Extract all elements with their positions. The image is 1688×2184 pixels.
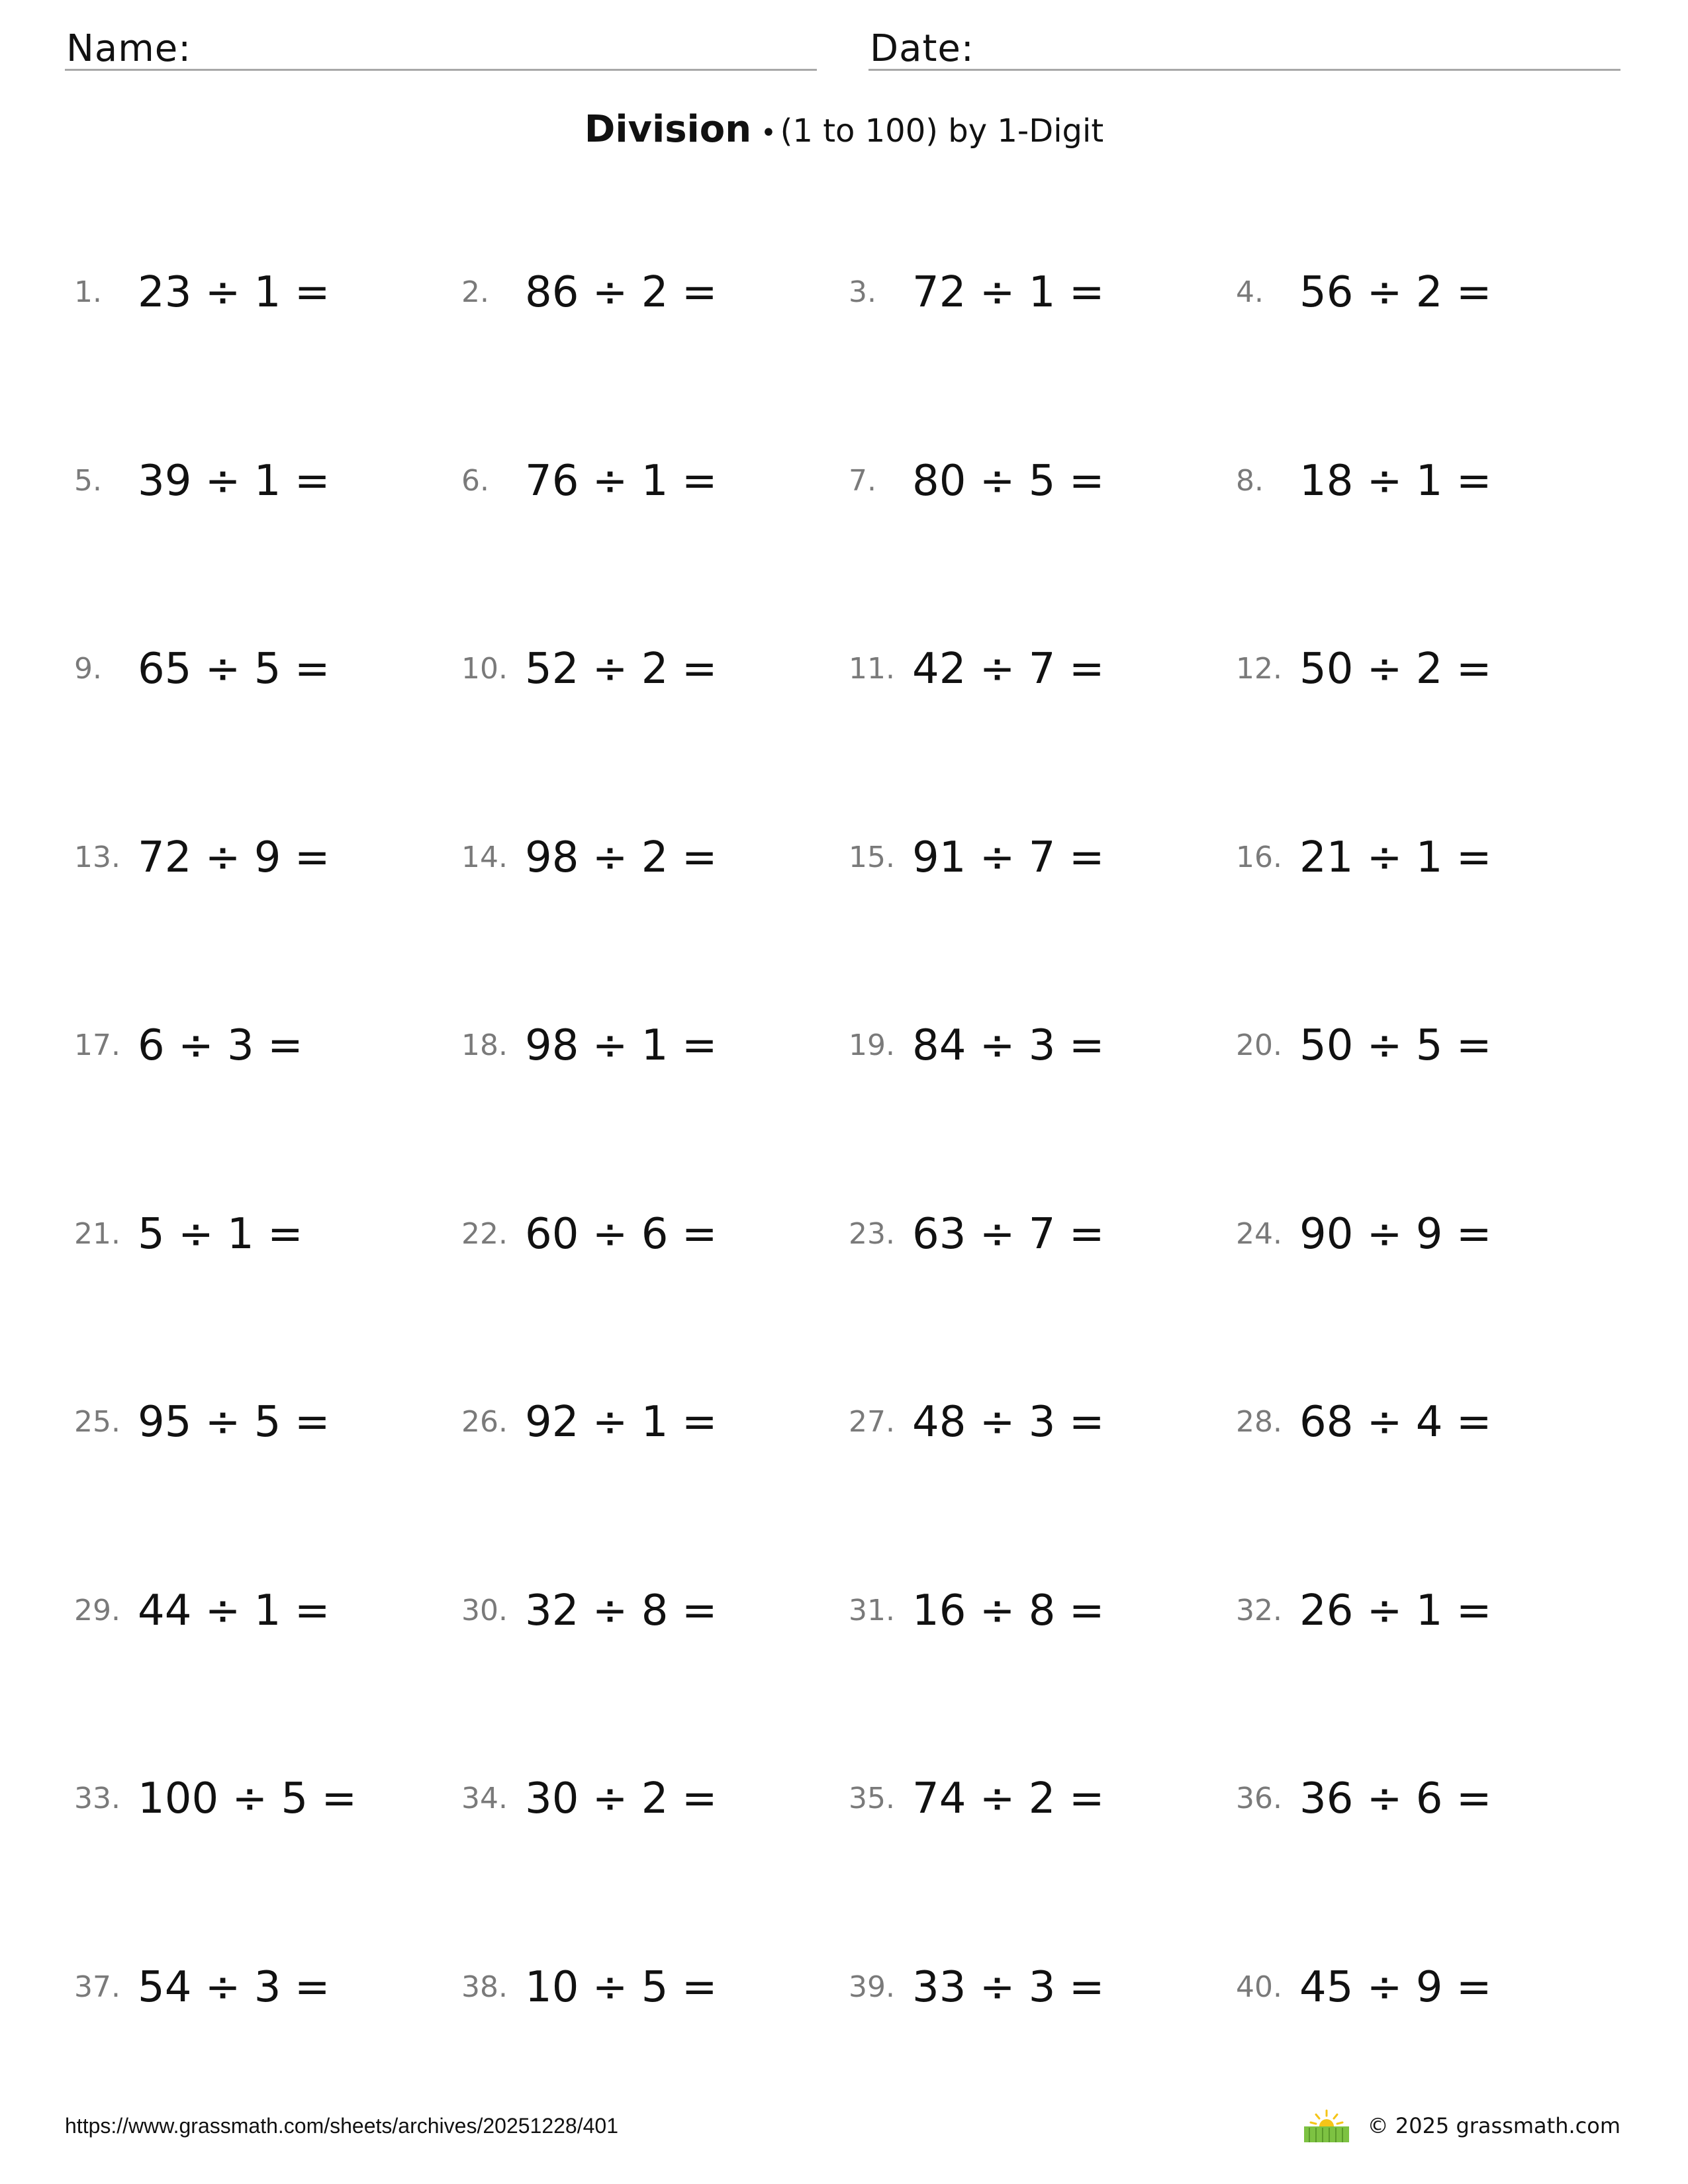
problem-item	[1236, 1208, 1607, 1261]
problem-number: 23.	[849, 1217, 895, 1251]
problem-expression: 30 ÷ 2 =	[525, 1774, 718, 1823]
problem-expression: 45 ÷ 9 =	[1299, 1963, 1492, 2012]
problem-item	[461, 831, 832, 884]
problem-item	[1236, 1772, 1607, 1825]
problem-item	[1236, 831, 1607, 884]
problem-item	[461, 1961, 832, 2014]
title-subtitle: (1 to 100) by 1-Digit	[780, 113, 1104, 150]
problem-number: 19.	[849, 1028, 895, 1062]
problem-item	[74, 643, 445, 696]
problem-expression: 86 ÷ 2 =	[525, 268, 718, 317]
problem-number: 26.	[461, 1405, 508, 1439]
problem-expression: 91 ÷ 7 =	[912, 833, 1105, 882]
problem-item	[1236, 455, 1607, 508]
problem-number: 35.	[849, 1782, 895, 1815]
problem-number: 37.	[74, 1970, 120, 2004]
problem-expression: 68 ÷ 4 =	[1299, 1398, 1492, 1447]
problem-expression: 95 ÷ 5 =	[138, 1398, 330, 1447]
problem-number: 14.	[461, 841, 508, 874]
problem-item	[849, 1019, 1219, 1072]
problem-number: 12.	[1236, 652, 1282, 686]
problem-number: 38.	[461, 1970, 508, 2004]
problem-number: 6.	[461, 464, 489, 498]
problem-item	[1236, 1584, 1607, 1637]
problem-number: 11.	[849, 652, 895, 686]
problem-expression: 48 ÷ 3 =	[912, 1398, 1105, 1447]
problem-expression: 56 ÷ 2 =	[1299, 268, 1492, 317]
problem-number: 22.	[461, 1217, 508, 1251]
problem-number: 5.	[74, 464, 102, 498]
problem-expression: 42 ÷ 7 =	[912, 645, 1105, 694]
problem-item	[849, 1961, 1219, 2014]
problem-expression: 10 ÷ 5 =	[525, 1963, 718, 2012]
problem-number: 18.	[461, 1028, 508, 1062]
problem-item	[1236, 643, 1607, 696]
problem-item	[461, 643, 832, 696]
grass-sun-logo-icon	[1303, 2108, 1350, 2144]
problem-number: 21.	[74, 1217, 120, 1251]
problem-expression: 72 ÷ 9 =	[138, 833, 330, 882]
problem-number: 32.	[1236, 1594, 1282, 1627]
problem-item	[849, 643, 1219, 696]
problem-item	[1236, 1019, 1607, 1072]
problem-item	[1236, 266, 1607, 319]
problem-number: 10.	[461, 652, 508, 686]
title-separator: •	[761, 118, 776, 148]
problem-expression: 60 ÷ 6 =	[525, 1210, 718, 1259]
footer-copyright: © 2025 grassmath.com	[1367, 2113, 1620, 2138]
problem-expression: 16 ÷ 8 =	[912, 1586, 1105, 1635]
problem-item	[849, 831, 1219, 884]
problem-expression: 72 ÷ 1 =	[912, 268, 1105, 317]
problem-expression: 6 ÷ 3 =	[138, 1021, 303, 1070]
problem-item	[1236, 1396, 1607, 1449]
problem-number: 20.	[1236, 1028, 1282, 1062]
problem-expression: 90 ÷ 9 =	[1299, 1210, 1492, 1259]
problem-expression: 50 ÷ 2 =	[1299, 645, 1492, 694]
problem-item	[461, 1019, 832, 1072]
problem-number: 2.	[461, 275, 489, 309]
problem-number: 24.	[1236, 1217, 1282, 1251]
problem-number: 31.	[849, 1594, 895, 1627]
problem-expression: 18 ÷ 1 =	[1299, 457, 1492, 506]
problem-expression: 74 ÷ 2 =	[912, 1774, 1105, 1823]
problem-expression: 21 ÷ 1 =	[1299, 833, 1492, 882]
problem-item	[461, 266, 832, 319]
title-main: Division	[584, 108, 752, 151]
problem-number: 9.	[74, 652, 102, 686]
problem-item	[461, 1772, 832, 1825]
problem-number: 40.	[1236, 1970, 1282, 2004]
problem-item	[849, 455, 1219, 508]
problem-item	[74, 1961, 445, 2014]
problem-item	[74, 455, 445, 508]
problem-expression: 98 ÷ 2 =	[525, 833, 718, 882]
problem-number: 28.	[1236, 1405, 1282, 1439]
footer-url[interactable]: https://www.grassmath.com/sheets/archives/20251228/401	[65, 2114, 618, 2138]
problem-item	[461, 1396, 832, 1449]
problem-item	[849, 1396, 1219, 1449]
date-label: Date:	[870, 27, 974, 70]
problem-number: 30.	[461, 1594, 508, 1627]
problem-number: 3.	[849, 275, 876, 309]
problem-number: 4.	[1236, 275, 1264, 309]
footer-branding	[1303, 2105, 1620, 2147]
problem-expression: 44 ÷ 1 =	[138, 1586, 330, 1635]
problem-number: 17.	[74, 1028, 120, 1062]
problem-item	[849, 1208, 1219, 1261]
problem-number: 34.	[461, 1782, 508, 1815]
problem-number: 36.	[1236, 1782, 1282, 1815]
problem-number: 29.	[74, 1594, 120, 1627]
problem-number: 1.	[74, 275, 102, 309]
problem-expression: 39 ÷ 1 =	[138, 457, 330, 506]
problem-item	[74, 1208, 445, 1261]
problem-expression: 98 ÷ 1 =	[525, 1021, 718, 1070]
problem-item	[849, 1584, 1219, 1637]
problem-item	[849, 266, 1219, 319]
problem-item	[74, 266, 445, 319]
problem-expression: 50 ÷ 5 =	[1299, 1021, 1492, 1070]
problem-number: 13.	[74, 841, 120, 874]
problem-expression: 76 ÷ 1 =	[525, 457, 718, 506]
problem-number: 39.	[849, 1970, 895, 2004]
problem-expression: 23 ÷ 1 =	[138, 268, 330, 317]
problem-item	[74, 1584, 445, 1637]
problem-item	[1236, 1961, 1607, 2014]
problem-number: 15.	[849, 841, 895, 874]
problem-expression: 52 ÷ 2 =	[525, 645, 718, 694]
problem-number: 25.	[74, 1405, 120, 1439]
name-label: Name:	[66, 27, 192, 70]
problem-expression: 84 ÷ 3 =	[912, 1021, 1105, 1070]
problem-expression: 80 ÷ 5 =	[912, 457, 1105, 506]
problem-item	[74, 831, 445, 884]
problem-expression: 5 ÷ 1 =	[138, 1210, 303, 1259]
problem-expression: 54 ÷ 3 =	[138, 1963, 330, 2012]
problem-number: 16.	[1236, 841, 1282, 874]
problem-expression: 33 ÷ 3 =	[912, 1963, 1105, 2012]
problem-item	[74, 1019, 445, 1072]
problem-expression: 100 ÷ 5 =	[138, 1774, 357, 1823]
problem-number: 7.	[849, 464, 876, 498]
problem-item	[461, 1584, 832, 1637]
problem-item	[849, 1772, 1219, 1825]
problem-item	[74, 1396, 445, 1449]
problem-expression: 63 ÷ 7 =	[912, 1210, 1105, 1259]
problem-item	[461, 455, 832, 508]
problem-expression: 26 ÷ 1 =	[1299, 1586, 1492, 1635]
problem-number: 8.	[1236, 464, 1264, 498]
problem-expression: 92 ÷ 1 =	[525, 1398, 718, 1447]
problem-item	[74, 1772, 445, 1825]
problem-expression: 32 ÷ 8 =	[525, 1586, 718, 1635]
problem-expression: 36 ÷ 6 =	[1299, 1774, 1492, 1823]
problem-expression: 65 ÷ 5 =	[138, 645, 330, 694]
problem-number: 33.	[74, 1782, 120, 1815]
problem-item	[461, 1208, 832, 1261]
problem-number: 27.	[849, 1405, 895, 1439]
